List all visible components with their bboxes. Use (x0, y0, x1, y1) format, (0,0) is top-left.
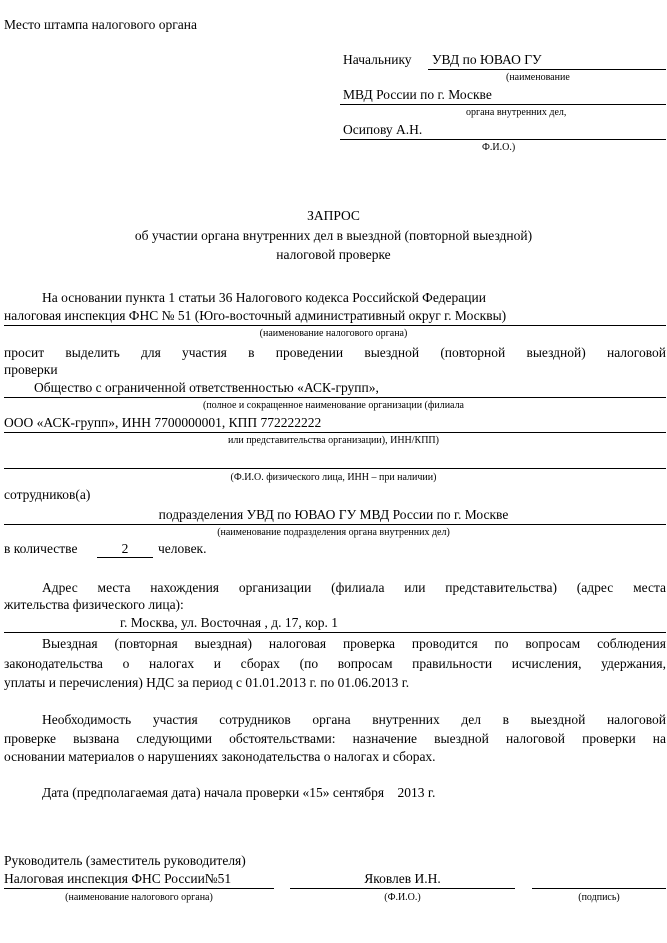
addressee-caption-3: Ф.И.О.) (482, 142, 516, 153)
addressee-line-3 (340, 139, 666, 140)
start-date: Дата (предполагаемая дата) начала проверки «15» сентября 2013 г. (42, 785, 436, 800)
organization-line-1 (4, 397, 666, 398)
scope-line-3: уплаты и перечисления) НДС за период с 01.01.2013 г. по 01.06.2013 г. (4, 675, 410, 690)
address-line (4, 632, 666, 633)
scope-line-1: Выездная (повторная выездная) налоговая проверка проводится по вопросам соблюдения (42, 636, 666, 651)
quantity-label: в количестве (4, 541, 78, 556)
signature-org-line (4, 888, 274, 889)
division-name: подразделения УВД по ЮВАО ГУ МВД России по г. Москве (158, 507, 509, 522)
addressee-line-2 (340, 104, 666, 105)
addressee-to-value: УВД по ЮВАО ГУ (432, 52, 542, 67)
individual-caption: (Ф.И.О. физического лица, ИНН – при наличии) (230, 472, 437, 483)
stamp-place: Место штампа налогового органа (4, 17, 197, 32)
address-line-2: жительства физического лица): (4, 597, 184, 612)
organization-line-2 (4, 432, 666, 433)
organization-caption-1: (полное и сокращенное наименование организации (филиала (202, 400, 464, 411)
organization-short: ООО «АСК-групп», ИНН 7700000001, КПП 772222222 (4, 415, 322, 430)
reason-line-1: Необходимость участия сотрудников органа внутренних дел в выездной налоговой (42, 712, 666, 727)
signature-sign-line (532, 888, 666, 889)
division-caption: (наименование подразделения органа внутренних дел) (217, 527, 450, 538)
signature-org: Налоговая инспекция ФНС России№51 (4, 871, 232, 886)
signature-sign-caption: (подпись) (578, 892, 620, 903)
addressee-line-1 (428, 69, 666, 70)
addressee-to-label: Начальнику (343, 52, 412, 67)
scope-line-2: законодательства о налогах и сборах (по вопросам правильности исчисления, удержания, (4, 656, 666, 671)
reason-line-3: основании материалов о нарушениях законодательства о налогах и сборах. (4, 749, 436, 764)
addressee-caption-1: (наименование (506, 72, 570, 83)
organization-caption-2: или представительства организации), ИНН/КПП) (228, 435, 439, 446)
tax-authority-line (4, 325, 666, 326)
reason-line-2: проверке вызвана следующими обстоятельствами: назначение выездной налоговой проверки на (4, 731, 666, 746)
head-label: Руководитель (заместитель руководителя) (4, 853, 246, 868)
address-line-1: Адрес места нахождения организации (филиала или представительства) (адрес места (42, 580, 666, 595)
organization-name: Общество с ограниченной ответственностью «АСК-групп», (34, 380, 379, 395)
tax-authority-caption: (наименование налогового органа) (259, 328, 408, 339)
address-value: г. Москва, ул. Восточная , д. 17, кор. 1 (120, 615, 338, 630)
basis-line: На основании пункта 1 статьи 36 Налогового кодекса Российской Федерации (42, 290, 486, 305)
tax-authority-name: налоговая инспекция ФНС № 51 (Юго-восточный административный округ г. Москвы) (4, 308, 507, 323)
quantity-line (97, 557, 153, 558)
addressee-caption-2: органа внутренних дел, (466, 107, 567, 118)
addressee-line-2-text: МВД России по г. Москве (343, 87, 492, 102)
individual-line (4, 468, 666, 469)
signature-name-line (290, 888, 515, 889)
quantity-unit: человек. (158, 541, 207, 556)
signature-name: Яковлев И.Н. (364, 871, 441, 886)
addressee-name: Осипову А.Н. (343, 122, 423, 137)
request-line-2: проверки (4, 362, 58, 377)
request-line-1: просит выделить для участия в проведении выездной (повторной выездной) налоговой (4, 345, 666, 360)
document-subtitle-1: об участии органа внутренних дел в выездной (повторной выездной) (134, 228, 533, 243)
document-subtitle-2: налоговой проверке (276, 247, 391, 262)
quantity-value: 2 (121, 541, 129, 556)
division-line (4, 524, 666, 525)
signature-name-caption: (Ф.И.О.) (384, 892, 421, 903)
staff-label: сотрудников(а) (4, 487, 91, 502)
document-title: ЗАПРОС (307, 208, 360, 223)
signature-org-caption: (наименование налогового органа) (65, 892, 213, 903)
